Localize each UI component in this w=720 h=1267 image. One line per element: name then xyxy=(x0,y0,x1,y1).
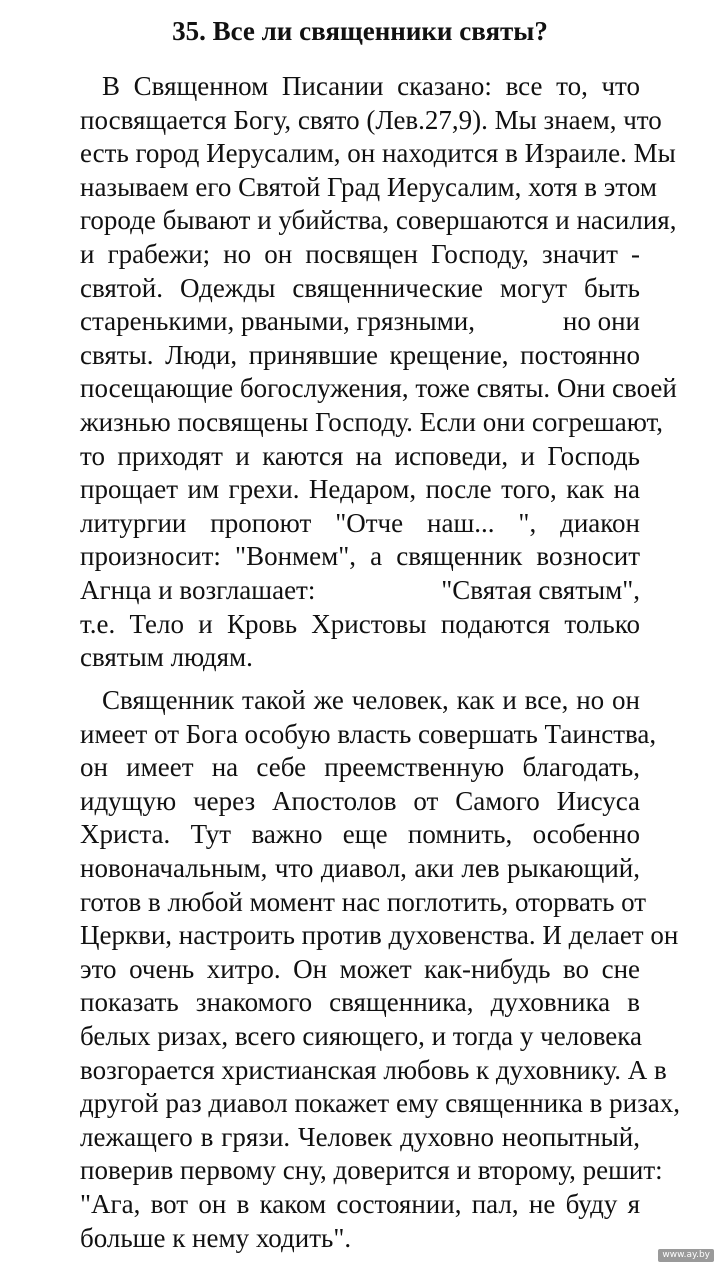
text-line: Церкви, настроить против духовенства. И делает он xyxy=(80,920,679,951)
paragraph-2 xyxy=(80,684,680,1255)
text-line: "Ага, вот он в каком состоянии, пал, не буду я xyxy=(80,1188,640,1219)
text-line: посещающие богослужения, тоже святы. Они своей xyxy=(80,373,677,404)
text-line: это очень хитро. Он может как-нибудь во сне xyxy=(80,953,640,984)
text-line: показать знакомого священника, духовника в xyxy=(80,987,640,1018)
text-line: святы. Люди, принявшие крещение, постоянно xyxy=(80,339,640,370)
text-line: возгорается христианская любовь к духовнику. А в xyxy=(80,1054,667,1085)
text-line: городе бывают и убийства, совершаются и насилия, xyxy=(80,205,677,236)
text-line: идущую через Апостолов от Самого Иисуса xyxy=(80,785,640,816)
text-line: новоначальным, что диавол, аки лев рыкающий, xyxy=(80,852,640,883)
text-line: другой раз диавол покажет ему священника в ризах, xyxy=(80,1088,680,1119)
text-line: святой. Одежды священнические могут быть xyxy=(80,272,640,303)
text-line: лежащего в грязи. Человек духовно неопытный, xyxy=(80,1121,640,1152)
text-line: святым людям. xyxy=(80,642,253,673)
watermark: www.ay.by xyxy=(658,1249,714,1262)
text-line: литургии пропоют "Отче наш... ", диакон xyxy=(80,507,640,538)
text-line: и грабежи; но он посвящен Господу, значит - xyxy=(80,238,640,269)
text-line: больше к нему ходить". xyxy=(80,1222,352,1253)
text-line: посвящается Богу, свято (Лев.27,9). Мы знаем, что xyxy=(80,104,662,135)
text-line: имеет от Бога особую власть совершать Таинства, xyxy=(80,718,657,749)
text-line-part: но они xyxy=(562,306,640,337)
text-line xyxy=(80,305,640,339)
text-line: Христа. Тут важно еще помнить, особенно xyxy=(80,819,640,850)
text-line: произносит: "Вонмем", а священник возносит xyxy=(80,541,640,572)
text-line: поверив первому сну, доверится и второму, решит: xyxy=(80,1155,663,1186)
page-title: 35. Все ли священники святы? xyxy=(172,16,548,46)
text-line: называем его Святой Град Иерусалим, хотя в этом xyxy=(80,171,657,202)
text-line: есть город Иерусалим, он находится в Израиле. Мы xyxy=(80,138,676,169)
paragraph-1 xyxy=(80,70,677,675)
text-line: т.е. Тело и Кровь Христовы подаются только xyxy=(80,608,640,639)
text-line: готов в любой момент нас поглотить, оторвать от xyxy=(80,886,647,917)
text-line: В Священном Писании сказано: все то, что xyxy=(102,71,640,101)
text-line: он имеет на себе преемственную благодать, xyxy=(80,752,640,783)
text-line-part: Агнца и возглашает: xyxy=(80,574,316,605)
text-line-part: "Святая святым", xyxy=(441,574,640,605)
text-line: белых ризах, всего сияющего, и тогда у человека xyxy=(80,1020,642,1051)
text-line: жизнью посвящены Господу. Если они согрешают, xyxy=(80,406,664,437)
text-line: Священник такой же человек, как и все, но он xyxy=(102,685,640,715)
text-line: то приходят и каются на исповеди, и Господь xyxy=(80,440,640,471)
text-line: прощает им грехи. Недаром, после того, как на xyxy=(80,474,640,505)
text-line xyxy=(80,574,640,608)
text-line-part: старенькими, рваными, грязными, xyxy=(80,306,475,337)
